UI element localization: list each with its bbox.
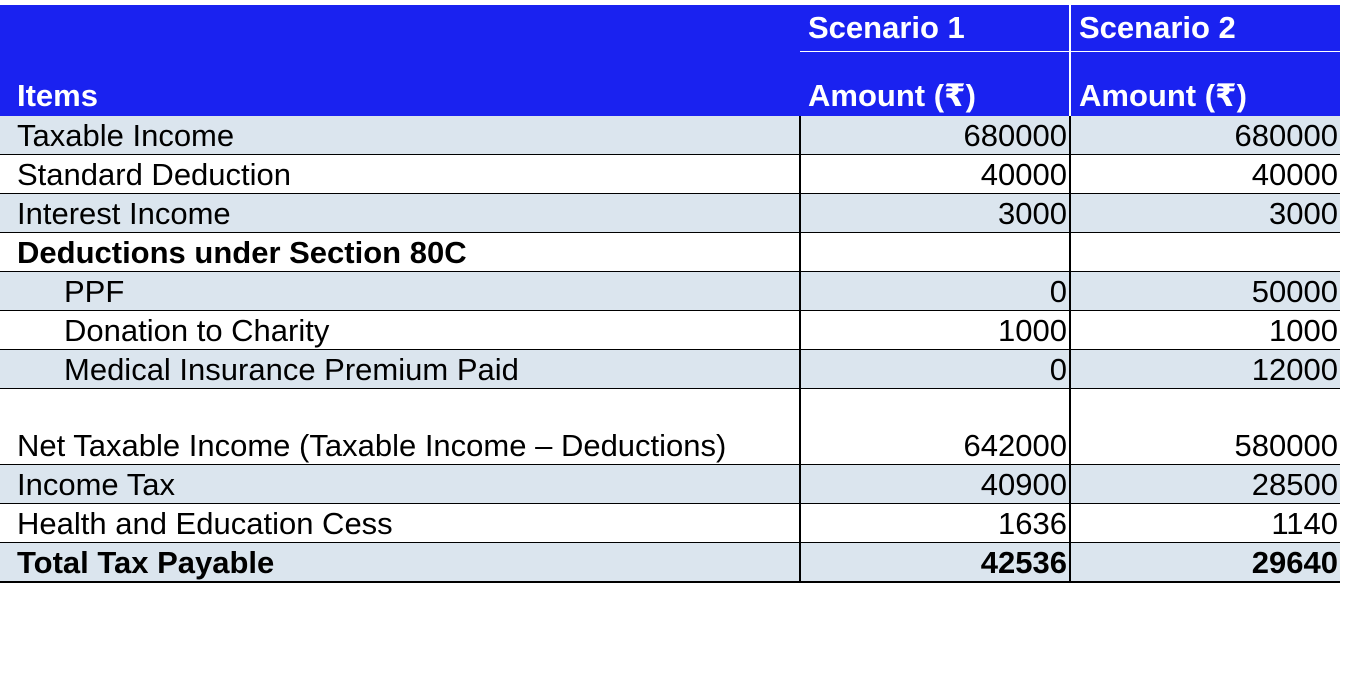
header-scenario-1: Scenario 1 bbox=[800, 5, 1070, 52]
header-row-scenarios bbox=[0, 5, 1340, 52]
header-blank-cell bbox=[0, 5, 800, 52]
scenario-2-value: 29640 bbox=[1070, 543, 1340, 583]
table-row-cess bbox=[0, 504, 1340, 543]
table-body bbox=[0, 116, 1340, 582]
scenario-2-value: 1000 bbox=[1070, 311, 1340, 350]
scenario-2-value: 28500 bbox=[1070, 465, 1340, 504]
row-label: Taxable Income bbox=[0, 116, 800, 155]
header-items: Items bbox=[0, 52, 800, 117]
scenario-1-value: 1000 bbox=[800, 311, 1070, 350]
scenario-2-value: 1140 bbox=[1070, 504, 1340, 543]
row-label: Interest Income bbox=[0, 194, 800, 233]
table-row-section-80c-heading bbox=[0, 233, 1340, 272]
table-row-donation bbox=[0, 311, 1340, 350]
section-heading: Deductions under Section 80C bbox=[0, 233, 800, 272]
tax-comparison-table-container bbox=[0, 5, 1340, 583]
header-scenario-2: Scenario 2 bbox=[1070, 5, 1340, 52]
table-row-net-taxable-income bbox=[0, 389, 1340, 465]
row-label: Health and Education Cess bbox=[0, 504, 800, 543]
row-label: Income Tax bbox=[0, 465, 800, 504]
scenario-1-value: 680000 bbox=[800, 116, 1070, 155]
row-label: Total Tax Payable bbox=[0, 543, 800, 583]
scenario-2-value: 40000 bbox=[1070, 155, 1340, 194]
scenario-2-value: 580000 bbox=[1070, 389, 1340, 465]
scenario-2-value: 12000 bbox=[1070, 350, 1340, 389]
row-label: Medical Insurance Premium Paid bbox=[0, 350, 800, 389]
table-row-ppf bbox=[0, 272, 1340, 311]
header-amount-1: Amount (₹) bbox=[800, 52, 1070, 117]
header-row-labels bbox=[0, 52, 1340, 117]
scenario-1-value: 3000 bbox=[800, 194, 1070, 233]
scenario-2-value: 680000 bbox=[1070, 116, 1340, 155]
table-row-taxable-income bbox=[0, 116, 1340, 155]
scenario-1-value: 642000 bbox=[800, 389, 1070, 465]
scenario-1-value: 42536 bbox=[800, 543, 1070, 583]
table-row-medical-insurance bbox=[0, 350, 1340, 389]
row-label: Standard Deduction bbox=[0, 155, 800, 194]
scenario-1-value: 40000 bbox=[800, 155, 1070, 194]
tax-comparison-table bbox=[0, 5, 1340, 583]
scenario-2-value: 3000 bbox=[1070, 194, 1340, 233]
table-header bbox=[0, 5, 1340, 116]
table-row-interest-income bbox=[0, 194, 1340, 233]
scenario-2-value bbox=[1070, 233, 1340, 272]
scenario-1-value: 0 bbox=[800, 350, 1070, 389]
table-row-income-tax bbox=[0, 465, 1340, 504]
scenario-2-value: 50000 bbox=[1070, 272, 1340, 311]
scenario-1-value: 0 bbox=[800, 272, 1070, 311]
scenario-1-value bbox=[800, 233, 1070, 272]
row-label: Net Taxable Income (Taxable Income – Deductions) bbox=[0, 389, 800, 465]
row-label: PPF bbox=[0, 272, 800, 311]
scenario-1-value: 1636 bbox=[800, 504, 1070, 543]
table-row-standard-deduction bbox=[0, 155, 1340, 194]
table-row-total-tax-payable bbox=[0, 543, 1340, 583]
scenario-1-value: 40900 bbox=[800, 465, 1070, 504]
row-label: Donation to Charity bbox=[0, 311, 800, 350]
header-amount-2: Amount (₹) bbox=[1070, 52, 1340, 117]
